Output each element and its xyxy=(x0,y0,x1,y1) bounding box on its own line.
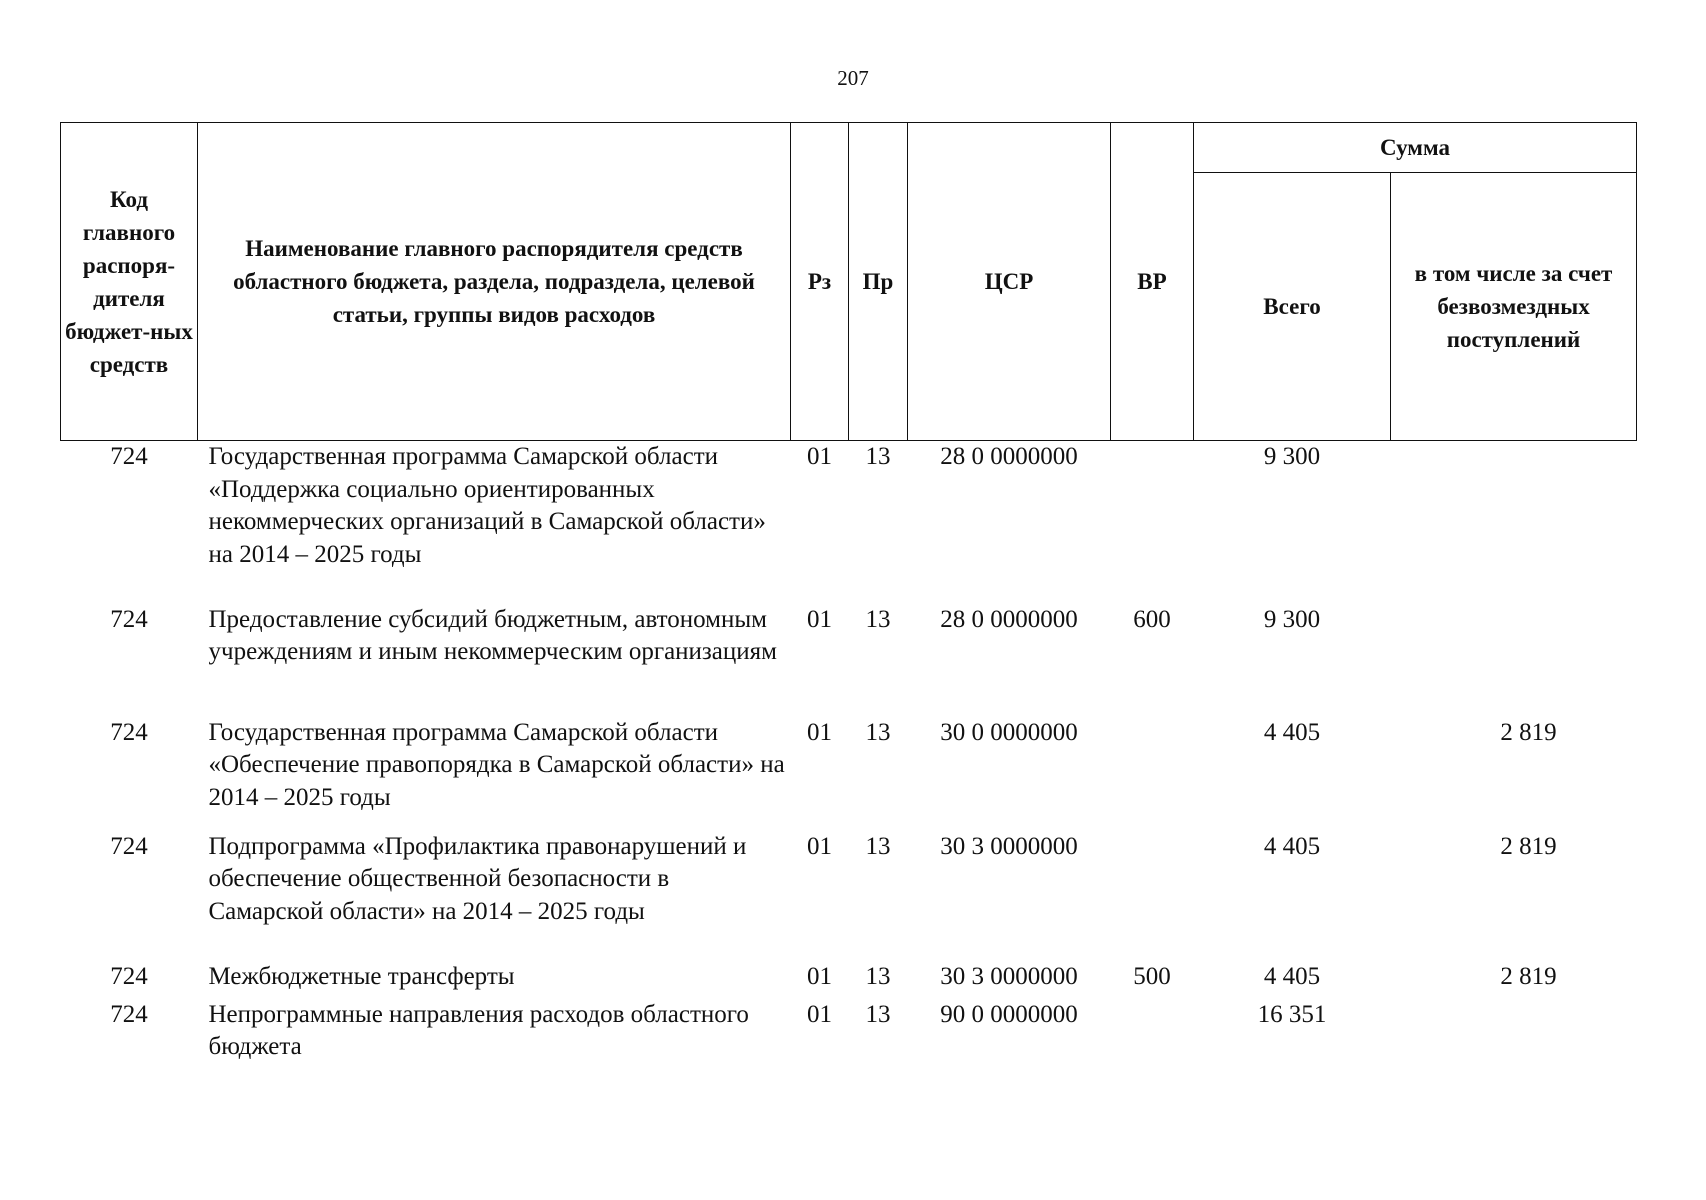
cell-name: Непрограммные направления расходов областного бюджета xyxy=(208,1000,749,1060)
table-row xyxy=(61,441,1637,604)
table-body xyxy=(61,441,1637,1069)
cell-code: 724 xyxy=(110,962,148,990)
cell-csr: 30 3 0000000 xyxy=(940,962,1078,990)
cell-total: 4 405 xyxy=(1263,962,1321,990)
header-name: Наименование главного распорядителя средств областного бюджета, раздела, подраздела, целевой статьи, группы видов расходов xyxy=(198,123,791,441)
cell-code: 724 xyxy=(110,832,148,860)
cell-total: 9 300 xyxy=(1263,443,1321,470)
cell-csr: 28 0 0000000 xyxy=(940,443,1078,470)
cell-gratuitous xyxy=(1391,441,1637,604)
cell-pr: 13 xyxy=(865,443,891,470)
cell-vr: 500 xyxy=(1133,962,1171,990)
header-vr: ВР xyxy=(1111,123,1194,441)
cell-rz: 01 xyxy=(807,443,832,470)
table-row xyxy=(61,717,1637,831)
cell-vr xyxy=(1111,999,1194,1069)
budget-table xyxy=(60,122,1637,1069)
table-row xyxy=(61,999,1637,1069)
cell-pr: 13 xyxy=(865,832,891,860)
cell-name: Межбюджетные трансферты xyxy=(208,962,515,990)
cell-name: Подпрограмма «Профилактика правонарушений и обеспечение общественной безопасности в Самарской области» на 2014 – 2025 годы xyxy=(208,832,747,925)
header-rz: Рз xyxy=(791,123,849,441)
page-number: 207 xyxy=(837,66,869,90)
cell-rz: 01 xyxy=(807,962,832,990)
cell-vr xyxy=(1111,441,1194,604)
cell-rz: 01 xyxy=(807,1000,832,1028)
cell-total: 4 405 xyxy=(1263,832,1321,860)
cell-gratuitous: 2 819 xyxy=(1500,832,1557,860)
cell-total: 9 300 xyxy=(1263,605,1321,633)
cell-gratuitous: 2 819 xyxy=(1500,962,1557,990)
cell-code: 724 xyxy=(110,605,148,633)
table-row xyxy=(61,831,1637,961)
cell-rz: 01 xyxy=(807,718,832,746)
cell-pr: 13 xyxy=(865,1000,891,1028)
cell-rz: 01 xyxy=(807,605,832,633)
cell-name: Государственная программа Самарской области «Обеспечение правопорядка в Самарской области» на 2014 – 2025 годы xyxy=(208,718,785,811)
cell-rz: 01 xyxy=(807,832,832,860)
cell-vr xyxy=(1111,831,1194,961)
cell-pr: 13 xyxy=(865,605,891,633)
cell-csr: 28 0 0000000 xyxy=(940,605,1078,633)
header-code: Код главного распоря-дителя бюджет-ных средств xyxy=(61,123,198,441)
table-row xyxy=(61,961,1637,999)
cell-total: 16 351 xyxy=(1257,1000,1327,1028)
cell-vr xyxy=(1111,717,1194,831)
cell-name: Предоставление субсидий бюджетным, автономным учреждениям и иным некоммерческим организациям xyxy=(208,605,777,665)
cell-name: Государственная программа Самарской области «Поддержка социально ориентированных некоммерческих организаций в Самарской области» на 2014 – 2025 годы xyxy=(208,443,766,568)
cell-code: 724 xyxy=(110,443,148,470)
cell-code: 724 xyxy=(110,718,148,746)
header-sum: Сумма xyxy=(1194,123,1637,173)
cell-pr: 13 xyxy=(865,718,891,746)
cell-csr: 30 3 0000000 xyxy=(940,832,1078,860)
cell-csr: 90 0 0000000 xyxy=(940,1000,1078,1028)
table-row xyxy=(61,604,1637,717)
cell-pr: 13 xyxy=(865,962,891,990)
cell-total: 4 405 xyxy=(1263,718,1321,746)
cell-csr: 30 0 0000000 xyxy=(940,718,1078,746)
cell-code: 724 xyxy=(110,1000,148,1028)
cell-gratuitous: 2 819 xyxy=(1500,718,1557,746)
header-total: Всего xyxy=(1194,173,1391,441)
header-pr: Пр xyxy=(849,123,908,441)
header-gratuitous: в том числе за счет безвозмездных поступлений xyxy=(1391,173,1637,441)
cell-gratuitous xyxy=(1391,604,1637,717)
cell-vr: 600 xyxy=(1133,605,1171,633)
table-header xyxy=(61,123,1637,441)
cell-gratuitous xyxy=(1391,999,1637,1069)
header-csr: ЦСР xyxy=(908,123,1111,441)
